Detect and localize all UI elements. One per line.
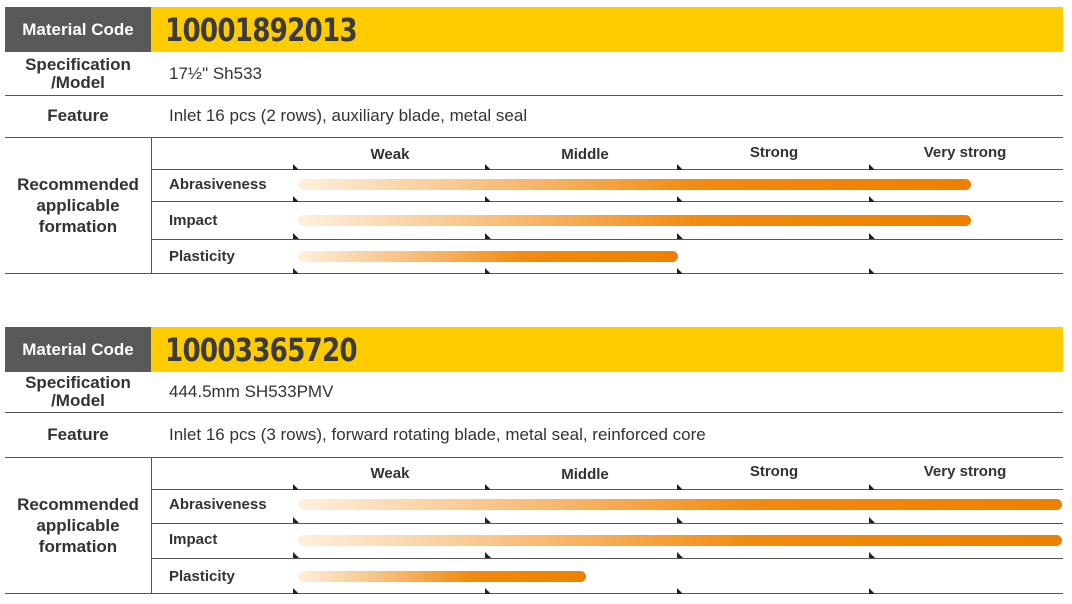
divider — [151, 137, 152, 273]
material-code-label: Material Code — [5, 327, 151, 372]
level-very-strong: Very strong — [923, 463, 1007, 480]
tick-mark — [677, 588, 683, 594]
level-middle: Middle — [561, 146, 609, 163]
tick-mark — [293, 268, 299, 274]
bar-impact — [298, 535, 1062, 546]
property-impact: Impact — [169, 531, 218, 548]
spec-value: 444.5mm SH533PMV — [169, 382, 334, 401]
formation-label: Recommended applicable formation — [17, 174, 139, 236]
property-plasticity: Plasticity — [169, 568, 235, 585]
tick-mark — [677, 164, 683, 170]
bar-impact — [298, 215, 971, 226]
tick-mark — [869, 552, 875, 558]
spec-label: Specification /Model — [25, 373, 131, 410]
tick-mark — [485, 588, 491, 594]
property-plasticity: Plasticity — [169, 248, 235, 265]
material-code-value: 10003365720 — [151, 327, 1063, 372]
divider — [151, 523, 1063, 524]
tick-mark — [677, 196, 683, 202]
card-header — [5, 7, 1063, 52]
divider — [5, 273, 1063, 274]
tick-mark — [293, 164, 299, 170]
tick-mark — [677, 484, 683, 490]
divider — [151, 239, 1063, 240]
tick-mark — [485, 196, 491, 202]
tick-mark — [485, 484, 491, 490]
tick-mark — [293, 233, 299, 239]
tick-mark — [293, 588, 299, 594]
product-card — [5, 7, 1063, 277]
divider — [5, 137, 1063, 138]
feature-value: Inlet 16 pcs (3 rows), forward rotating blade, metal seal, reinforced core — [169, 424, 706, 444]
feature-label: Feature — [47, 106, 109, 125]
tick-mark — [869, 196, 875, 202]
level-strong: Strong — [749, 144, 799, 161]
spec-value: 17½" Sh533 — [169, 63, 263, 83]
divider — [5, 457, 1063, 458]
product-card — [5, 327, 1063, 597]
tick-mark — [485, 268, 491, 274]
bar-plasticity — [298, 251, 678, 262]
level-weak: Weak — [370, 465, 410, 482]
property-impact: Impact — [169, 212, 218, 229]
divider — [151, 457, 152, 593]
feature-value: Inlet 16 pcs (2 rows), auxiliary blade, metal seal — [169, 106, 528, 125]
formation-label: Recommended applicable formation — [17, 494, 139, 556]
bar-plasticity — [298, 571, 586, 582]
tick-mark — [869, 588, 875, 594]
tick-mark — [869, 517, 875, 523]
material-code-value: 10001892013 — [151, 7, 1063, 52]
level-weak: Weak — [370, 146, 410, 163]
divider — [151, 169, 1063, 170]
tick-mark — [869, 233, 875, 239]
divider — [151, 201, 1063, 202]
tick-mark — [869, 164, 875, 170]
tick-mark — [677, 233, 683, 239]
level-strong: Strong — [749, 463, 799, 480]
bar-abrasiveness — [298, 179, 971, 190]
divider — [5, 593, 1063, 594]
feature-label: Feature — [47, 424, 109, 444]
tick-mark — [293, 552, 299, 558]
tick-mark — [869, 268, 875, 274]
tick-mark — [293, 196, 299, 202]
tick-mark — [485, 552, 491, 558]
bar-abrasiveness — [298, 499, 1062, 510]
property-abrasiveness: Abrasiveness — [169, 496, 267, 513]
spec-label: Specification /Model — [25, 54, 131, 92]
tick-mark — [293, 484, 299, 490]
tick-mark — [677, 552, 683, 558]
property-abrasiveness: Abrasiveness — [169, 176, 267, 193]
divider — [5, 95, 1063, 96]
divider — [151, 558, 1063, 559]
card-header — [5, 327, 1063, 372]
tick-mark — [677, 517, 683, 523]
tick-mark — [485, 517, 491, 523]
level-middle: Middle — [561, 466, 609, 483]
tick-mark — [869, 484, 875, 490]
tick-mark — [293, 517, 299, 523]
material-code-label: Material Code — [5, 7, 151, 52]
tick-mark — [485, 164, 491, 170]
divider — [151, 489, 1063, 490]
tick-mark — [677, 268, 683, 274]
level-very-strong: Very strong — [923, 144, 1007, 161]
tick-mark — [485, 233, 491, 239]
